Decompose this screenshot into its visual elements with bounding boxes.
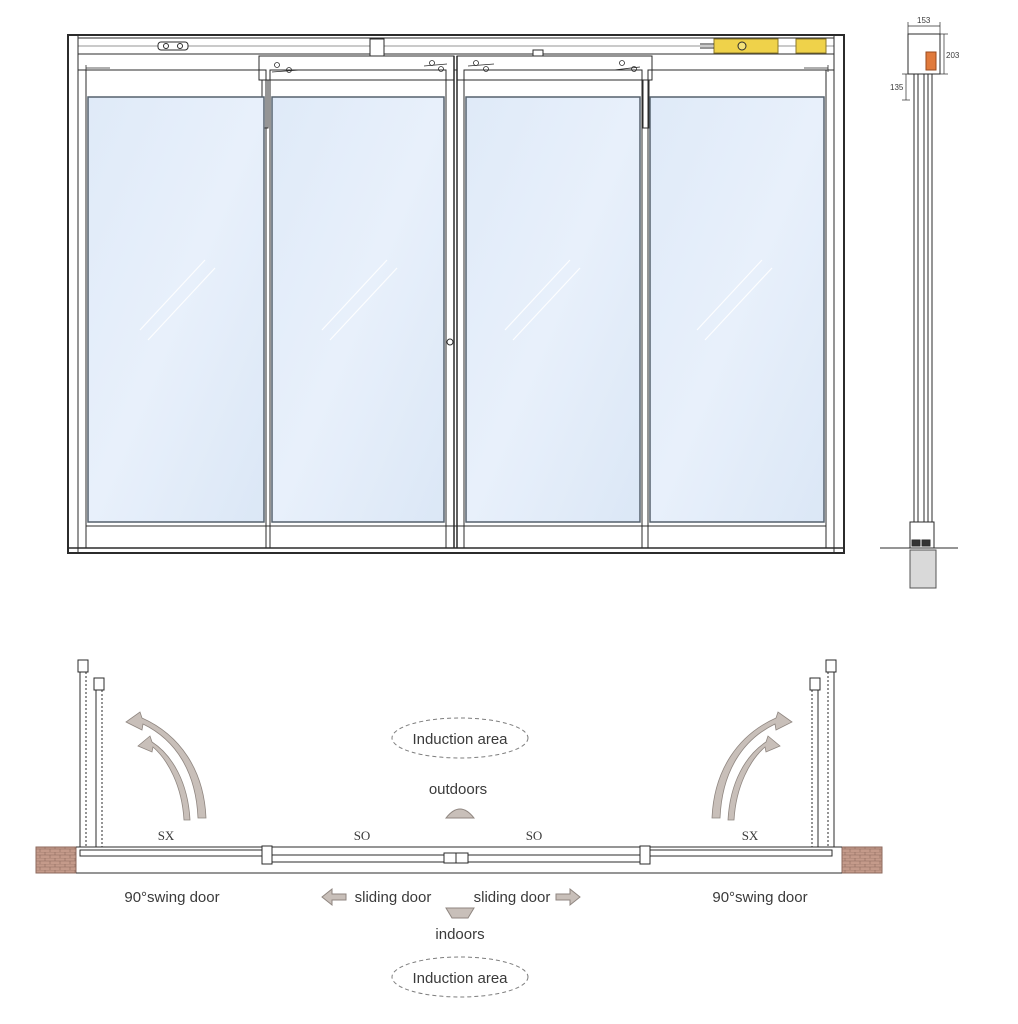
so-right-label: SO	[525, 828, 543, 843]
brick-wall-left	[36, 847, 76, 873]
glass-panel-4	[650, 97, 824, 522]
left-arrow-icon	[322, 889, 346, 905]
outdoors-label: outdoors	[428, 781, 488, 798]
floor-anchor	[910, 550, 936, 588]
sliding-leaf-right	[462, 855, 642, 862]
dimension-header-height: 203	[946, 51, 960, 60]
swing-door-left-label: 90°swing door	[124, 889, 220, 906]
header-lower	[78, 54, 834, 70]
side-section	[880, 22, 958, 588]
induction-area-bottom-label: Induction area	[412, 970, 508, 987]
dimension-offset: 135	[890, 83, 904, 92]
sliding-door-right-label: sliding door	[473, 889, 551, 906]
sx-left-label: SX	[157, 828, 175, 843]
curved-arrow-icon	[126, 712, 792, 820]
operator-box-right	[457, 56, 652, 80]
indoors-label: indoors	[435, 926, 485, 943]
sliding-door-left-label: sliding door	[354, 889, 432, 906]
right-arrow-icon	[556, 889, 580, 905]
dimension-width: 153	[917, 16, 931, 25]
outdoor-marker-icon	[446, 809, 474, 818]
door-handle	[447, 339, 453, 345]
glass-panel-3	[466, 97, 640, 522]
sx-right-label: SX	[741, 828, 759, 843]
glass-panels	[88, 97, 824, 522]
sliding-leaf-left	[270, 855, 450, 862]
so-left-label: SO	[353, 828, 371, 843]
indoor-marker-icon	[446, 908, 474, 918]
front-elevation	[68, 35, 844, 553]
swing-door-right-label: 90°swing door	[712, 889, 808, 906]
brick-wall-right	[842, 847, 882, 873]
induction-area-top-label: Induction area	[412, 731, 508, 748]
